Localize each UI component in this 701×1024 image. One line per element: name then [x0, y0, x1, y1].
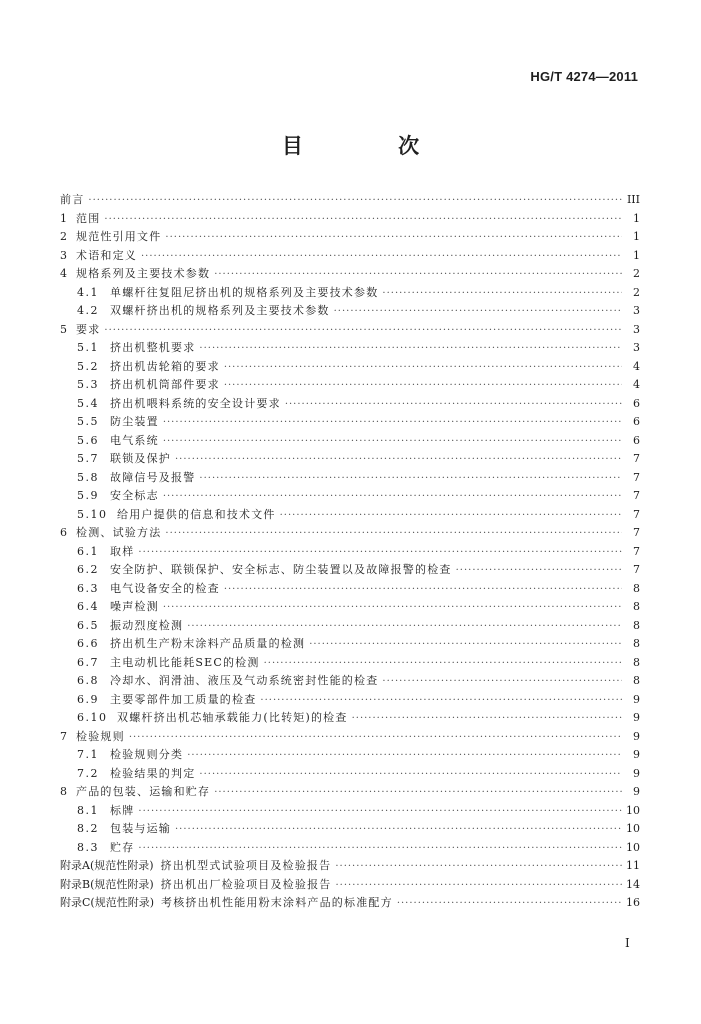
toc-leader-dots [334, 303, 622, 322]
page-number: I [625, 936, 630, 950]
toc-title: 目 次 [281, 133, 464, 158]
toc-leader-dots [163, 414, 622, 433]
toc-entry-number: 5.8 [77, 470, 99, 484]
toc-entry-number: 5.3 [77, 378, 99, 391]
toc-entry-page: 3 [633, 322, 640, 336]
toc-entry-label: 挤出机齿轮箱的要求 [110, 359, 220, 373]
toc-leader-dots [104, 322, 622, 341]
toc-entry-page: 3 [633, 304, 640, 317]
toc-entry-number: 6.4 [77, 600, 99, 613]
toc-entry[interactable] [60, 339, 640, 358]
toc-entry-number: 6.8 [77, 674, 99, 687]
toc-entry[interactable] [60, 783, 640, 802]
toc-entry-number: 5.2 [77, 359, 99, 373]
toc-entry-number: 8.1 [77, 803, 99, 817]
toc-entry-number: 5 [60, 322, 69, 336]
toc-entry-label: 前言 [60, 193, 85, 206]
toc-leader-dots [163, 433, 622, 452]
toc-entry-page: 8 [633, 600, 640, 613]
toc-entry-label: 检验规则 [76, 729, 125, 743]
toc-leader-dots [141, 248, 622, 267]
toc-entry-page: 14 [626, 877, 640, 891]
toc-entry-label: 挤出机喂料系统的安全设计要求 [110, 396, 281, 410]
toc-entry-label: 取样 [110, 544, 135, 558]
toc-entry-page: 4 [633, 359, 640, 373]
toc-entry-number: 6 [60, 526, 69, 539]
toc-entry[interactable] [60, 487, 640, 506]
toc-leader-dots [260, 692, 622, 711]
toc-leader-dots [264, 655, 622, 674]
toc-entry[interactable] [60, 876, 640, 895]
toc-entry-number: 6.3 [77, 581, 99, 595]
toc-entry[interactable] [60, 469, 640, 488]
toc-entry-number: 5.9 [77, 489, 99, 502]
toc-entry-page: 7 [633, 489, 640, 502]
toc-entry-label: 双螺杆挤出机芯轴承载能力(比转矩)的检查 [117, 711, 348, 724]
toc-entry-label: 贮存 [110, 840, 135, 854]
standard-code: HG/T 4274—2011 [530, 69, 638, 84]
toc-entry-number: 1 [60, 211, 69, 225]
toc-entry-number: 8.3 [77, 840, 99, 854]
toc-entry-page: 7 [633, 563, 640, 576]
toc-entry-number: 7 [60, 729, 69, 743]
toc-entry-number: 6.1 [77, 544, 99, 558]
toc-entry[interactable] [60, 561, 640, 580]
toc-entry[interactable] [60, 709, 640, 728]
toc-entry[interactable] [60, 395, 640, 414]
toc-leader-dots [163, 488, 622, 507]
toc-leader-dots [187, 747, 622, 766]
toc-entry-page: 9 [633, 711, 640, 724]
toc-entry-page: 9 [633, 785, 640, 798]
toc-leader-dots [214, 266, 622, 285]
toc-entry-label: 挤出机机筒部件要求 [110, 378, 220, 391]
toc-entry-label: 防尘装置 [110, 415, 159, 428]
toc-entry[interactable] [60, 358, 640, 377]
toc-entry[interactable] [60, 191, 640, 210]
toc-entry-page: 8 [633, 655, 640, 669]
toc-entry-page: 3 [633, 341, 640, 354]
toc-entry-number: 附录C(规范性附录) [60, 896, 154, 909]
toc-entry-number: 6.5 [77, 618, 99, 632]
toc-entry-page: 10 [626, 822, 640, 835]
toc-entry-label: 挤出机生产粉末涂料产品质量的检测 [110, 637, 306, 650]
toc-leader-dots [224, 377, 622, 396]
toc-entry-number: 附录B(规范性附录) [60, 877, 154, 891]
toc-entry[interactable] [60, 450, 640, 469]
toc-entry-page: 2 [633, 285, 640, 299]
toc-entry-number: 8.2 [77, 822, 99, 835]
toc-entry-label: 规范性引用文件 [76, 230, 162, 243]
toc-entry-label: 要求 [76, 322, 101, 336]
toc-leader-dots [175, 821, 622, 840]
toc-entry-number: 6.6 [77, 637, 99, 650]
toc-entry-number: 7.2 [77, 766, 99, 780]
toc-entry[interactable] [60, 839, 640, 858]
toc-entry-number: 4 [60, 267, 69, 280]
toc-entry-label: 联锁及保护 [110, 452, 171, 465]
toc-leader-dots [224, 581, 622, 600]
toc-leader-dots [175, 451, 622, 470]
toc-entry[interactable] [60, 413, 640, 432]
toc-entry[interactable] [60, 284, 640, 303]
toc-entry-page: 1 [633, 211, 640, 225]
toc-entry-label: 范围 [76, 211, 101, 225]
toc-entry-page: 2 [633, 267, 640, 280]
toc-entry[interactable] [60, 691, 640, 710]
toc-entry-number: 5.1 [77, 341, 99, 354]
toc-entry-page: 7 [633, 452, 640, 465]
toc-leader-dots [104, 211, 622, 230]
toc-entry-label: 标牌 [110, 803, 135, 817]
toc-entry-number: 4.2 [77, 304, 99, 317]
toc-leader-dots [382, 673, 622, 692]
toc-leader-dots [88, 192, 622, 211]
toc-entry[interactable] [60, 728, 640, 747]
toc-entry-page: III [626, 193, 640, 206]
toc-entry-page: 6 [633, 415, 640, 428]
toc-entry[interactable] [60, 580, 640, 599]
toc-leader-dots [335, 858, 622, 877]
toc-leader-dots [309, 636, 622, 655]
toc-entry-label: 电气设备安全的检查 [110, 581, 220, 595]
toc-entry-page: 6 [633, 433, 640, 447]
toc-leader-dots [285, 396, 622, 415]
toc-entry-number: 3 [60, 248, 69, 262]
toc-leader-dots [397, 895, 622, 914]
toc-entry-page: 7 [633, 544, 640, 558]
toc-entry-label: 术语和定义 [76, 248, 137, 262]
toc-entry-label: 冷却水、润滑油、液压及气动系统密封性能的检查 [110, 674, 379, 687]
toc-entry-label: 噪声检测 [110, 600, 159, 613]
toc-entry-page: 9 [633, 729, 640, 743]
toc-entry[interactable] [60, 506, 640, 525]
toc-entry[interactable] [60, 746, 640, 765]
toc-entry[interactable] [60, 543, 640, 562]
toc-leader-dots [352, 710, 622, 729]
toc-entry[interactable] [60, 265, 640, 284]
toc-entry[interactable] [60, 302, 640, 321]
toc-leader-dots [224, 359, 622, 378]
toc-leader-dots [335, 877, 622, 896]
toc-entry[interactable] [60, 672, 640, 691]
toc-leader-dots [163, 599, 622, 618]
toc-leader-dots [199, 766, 622, 785]
toc-entry-number: 5.5 [77, 415, 99, 428]
toc-entry-number: 4.1 [77, 285, 99, 299]
toc-leader-dots [138, 544, 622, 563]
toc-entry-page: 7 [633, 507, 640, 521]
toc-entry-page: 8 [633, 637, 640, 650]
toc-entry[interactable] [60, 617, 640, 636]
toc-entry[interactable] [60, 765, 640, 784]
toc-leader-dots [214, 784, 622, 803]
toc-entry-label: 检验规则分类 [110, 748, 184, 761]
toc-entry[interactable] [60, 635, 640, 654]
toc-entry-page: 1 [633, 248, 640, 262]
toc-entry-label: 规格系列及主要技术参数 [76, 267, 211, 280]
toc-entry-page: 9 [633, 766, 640, 780]
toc-entry[interactable] [60, 654, 640, 673]
toc-entry[interactable] [60, 802, 640, 821]
toc-leader-dots [165, 229, 622, 248]
toc-entry-label: 安全标志 [110, 489, 159, 502]
toc-entry-page: 6 [633, 396, 640, 410]
toc-entry-label: 安全防护、联锁保护、安全标志、防尘装置以及故障报警的检查 [110, 563, 452, 576]
toc-entry-page: 9 [633, 692, 640, 706]
toc-leader-dots [456, 562, 622, 581]
toc-leader-dots [199, 340, 622, 359]
toc-entry-label: 主要零部件加工质量的检查 [110, 692, 257, 706]
toc-entry-label: 挤出机出厂检验项目及检验报告 [160, 877, 332, 891]
toc-entry-number: 6.2 [77, 563, 99, 576]
toc-entry-page: 7 [633, 526, 640, 539]
toc-entry-page: 8 [633, 581, 640, 595]
toc-entry-label: 振动烈度检测 [110, 618, 184, 632]
toc-leader-dots [138, 803, 622, 822]
toc-entry[interactable] [60, 857, 640, 876]
toc-entry[interactable] [60, 210, 640, 229]
toc-entry-label: 检测、试验方法 [76, 526, 162, 539]
toc-entry-page: 4 [633, 378, 640, 391]
toc-entry-label: 主电动机比能耗SEC的检测 [110, 655, 260, 669]
toc-entry-label: 电气系统 [110, 433, 159, 447]
table-of-contents [60, 191, 640, 913]
toc-entry-label: 单螺杆往复阻尼挤出机的规格系列及主要技术参数 [110, 285, 379, 299]
toc-entry-number: 5.7 [77, 452, 99, 465]
toc-entry-page: 10 [626, 803, 640, 817]
toc-entry-label: 挤出机整机要求 [110, 341, 196, 354]
toc-entry-label: 给用户提供的信息和技术文件 [117, 507, 276, 521]
toc-entry[interactable] [60, 598, 640, 617]
toc-entry-number: 8 [60, 785, 69, 798]
toc-entry[interactable] [60, 247, 640, 266]
toc-entry-page: 11 [626, 859, 640, 872]
toc-entry-number: 5.4 [77, 396, 99, 410]
toc-leader-dots [199, 470, 622, 489]
toc-entry[interactable] [60, 894, 640, 913]
toc-entry-label: 包装与运输 [110, 822, 171, 835]
toc-entry-page: 10 [626, 840, 640, 854]
toc-entry-page: 8 [633, 674, 640, 687]
toc-leader-dots [165, 525, 622, 544]
toc-entry-label: 故障信号及报警 [110, 470, 196, 484]
toc-entry-page: 9 [633, 748, 640, 761]
toc-entry-number: 2 [60, 230, 69, 243]
toc-entry[interactable] [60, 524, 640, 543]
toc-entry[interactable] [60, 228, 640, 247]
toc-entry-number: 7.1 [77, 748, 99, 761]
toc-entry-number: 5.6 [77, 433, 99, 447]
toc-entry-label: 产品的包装、运输和贮存 [76, 785, 211, 798]
toc-entry-number: 附录A(规范性附录) [60, 859, 154, 872]
toc-entry-page: 16 [626, 896, 640, 909]
toc-leader-dots [382, 285, 622, 304]
toc-entry-label: 双螺杆挤出机的规格系列及主要技术参数 [110, 304, 330, 317]
toc-entry-number: 6.7 [77, 655, 99, 669]
toc-entry-page: 8 [633, 618, 640, 632]
toc-leader-dots [280, 507, 622, 526]
toc-entry[interactable] [60, 376, 640, 395]
toc-entry-page: 7 [633, 470, 640, 484]
toc-entry[interactable] [60, 321, 640, 340]
toc-entry-label: 考核挤出机性能用粉末涂料产品的标准配方 [161, 896, 393, 909]
toc-entry-page: 1 [633, 230, 640, 243]
toc-entry-label: 挤出机型式试验项目及检验报告 [160, 859, 332, 872]
toc-entry-label: 检验结果的判定 [110, 766, 196, 780]
toc-leader-dots [187, 618, 622, 637]
toc-entry-number: 6.9 [77, 692, 99, 706]
toc-leader-dots [138, 840, 622, 859]
toc-entry-number: 6.10 [77, 711, 108, 724]
toc-entry[interactable] [60, 432, 640, 451]
toc-leader-dots [129, 729, 622, 748]
toc-entry-number: 5.10 [77, 507, 108, 521]
toc-entry[interactable] [60, 820, 640, 839]
